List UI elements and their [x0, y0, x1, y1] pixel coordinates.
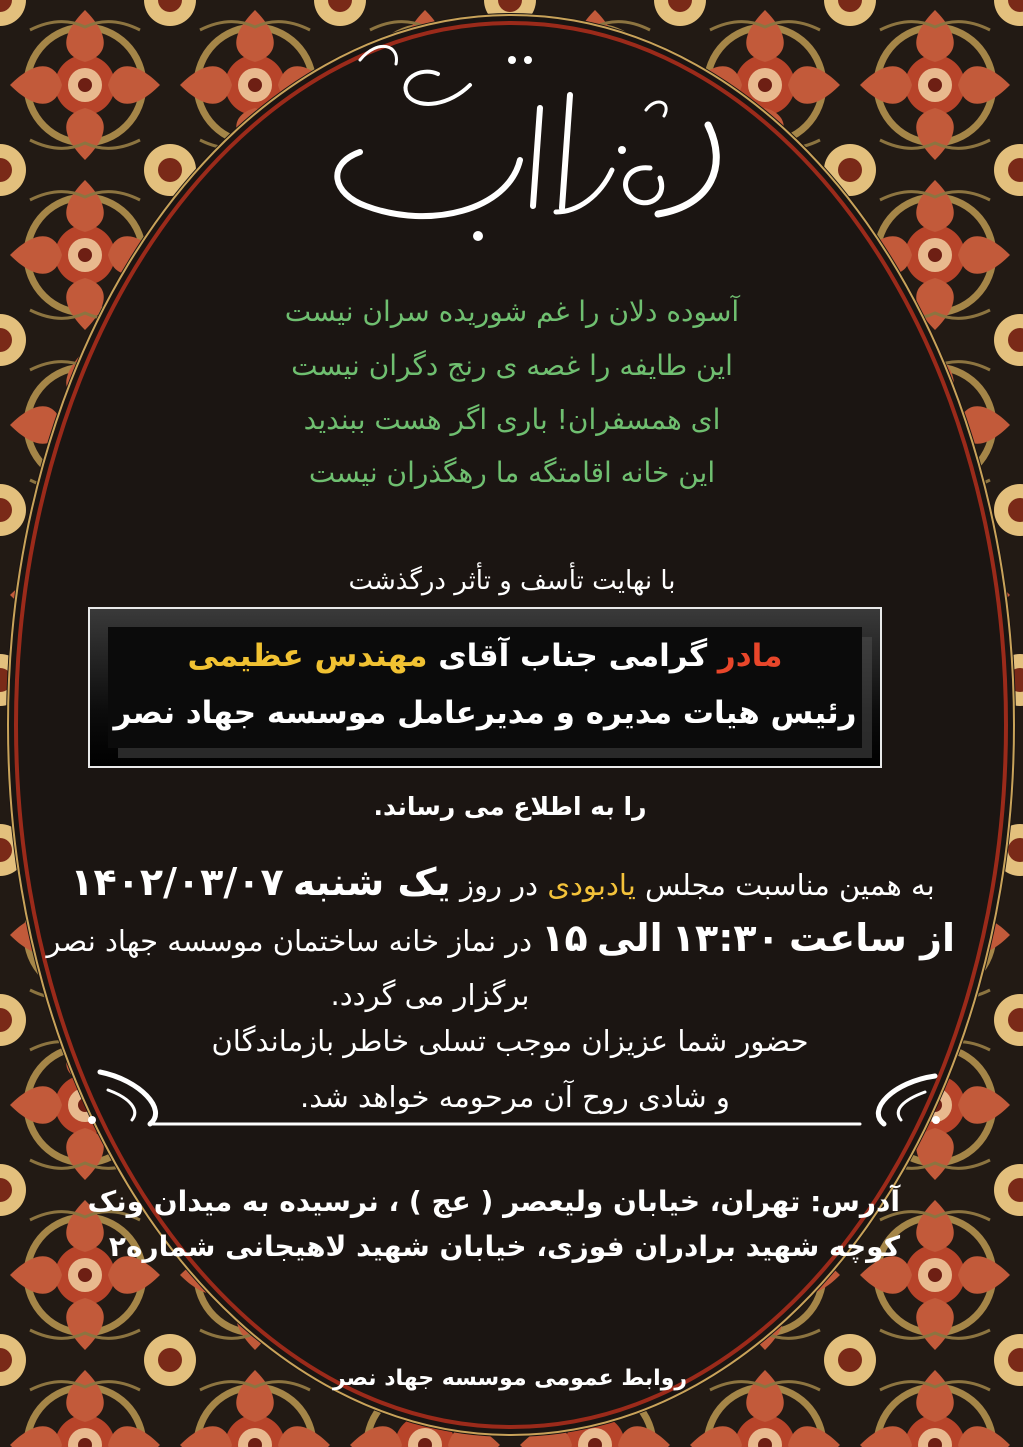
ceremony-line-2 [46, 916, 955, 960]
address-line-2: کوچه شهید برادران فوزی، خیابان شهید لاهیجانی شماره۲ [108, 1230, 900, 1263]
ceremony-date: ۱۴۰۲/۰۳/۰۷ [70, 860, 284, 904]
ceremony-event: یادبودی [547, 868, 636, 902]
honoree-title: گرامی جناب آقای [438, 638, 708, 674]
poem-line-3: ای همسفران! باری اگر هست ببندید [303, 403, 721, 436]
ceremony-intro: به همین مناسبت مجلس [645, 868, 935, 902]
footer-signature: روابط عمومی موسسه جهاد نصر [332, 1366, 688, 1391]
honoree-name: مهندس عظیمی [187, 638, 428, 674]
ceremony-day-label: در روز [459, 868, 539, 902]
intro-text: با نهایت تأسف و تأثر درگذشت [348, 566, 676, 596]
address-line-1: آدرس: تهران، خیابان ولیعصر ( عج ) ، نرسیده به میدان ونک [87, 1185, 900, 1218]
poem-line-1: آسوده دلان را غم شوریده سران نیست [284, 295, 740, 328]
ceremony-day: یک شنبه [292, 860, 451, 904]
honoree-position: رئیس هیات مدیره و مدیرعامل موسسه جهاد نصر [113, 695, 857, 731]
announce-text: را به اطلاع می رساند. [373, 792, 647, 821]
ceremony-until-label: الی [596, 916, 663, 960]
poem-line-2: این طایفه را غصه ی رنج دگران نیست [291, 349, 733, 382]
ceremony-end-time: ۱۵ [541, 916, 588, 960]
condolence-line-1: حضور شما عزیزان موجب تسلی خاطر بازماندگان [211, 1024, 809, 1058]
ceremony-line-1 [55, 860, 950, 904]
ceremony-held: برگزار می گردد. [330, 978, 530, 1012]
honoree-line [100, 638, 870, 674]
honoree-relation: مادر [717, 638, 783, 674]
poem-line-4: این خانه اقامتگه ما رهگذران نیست [308, 456, 716, 489]
honoree-box [88, 607, 882, 768]
ceremony-location: در نماز خانه ساختمان موسسه جهاد نصر [46, 924, 533, 958]
condolence-line-2: و شادی روح آن مرحومه خواهد شد. [300, 1080, 730, 1114]
ceremony-from-label: از ساعت [789, 916, 955, 960]
ceremony-start-time: ۱۳:۳۰ [671, 916, 780, 960]
